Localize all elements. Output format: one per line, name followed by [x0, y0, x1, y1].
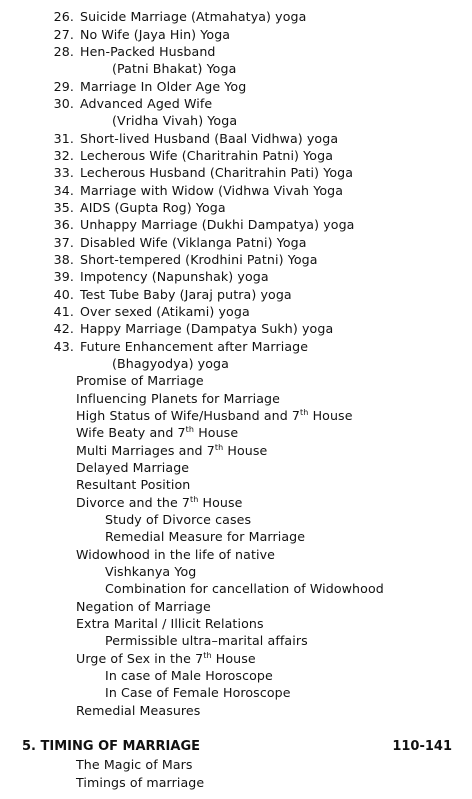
- list-item-continuation: (Vridha Vivah) Yoga: [112, 113, 238, 128]
- topic-line: High Status of Wife/Husband and 7th House: [76, 408, 353, 423]
- list-item: 39. Impotency (Napunshak) yoga: [53, 269, 269, 284]
- topic-line: Divorce and the 7th House: [76, 495, 243, 510]
- topic-line: Timings of marriage: [76, 775, 205, 790]
- subtopic-line: In case of Male Horoscope: [105, 668, 273, 683]
- topic-line: The Magic of Mars: [76, 757, 193, 772]
- topic-line: Negation of Marriage: [76, 599, 211, 614]
- topic-line: Remedial Measures: [76, 703, 201, 718]
- chapter-page-range: 110-141: [392, 739, 452, 754]
- list-item: 26. Suicide Marriage (Atmahatya) yoga: [53, 9, 307, 24]
- list-item: 43. Future Enhancement after Marriage: [53, 339, 309, 354]
- topic-line: Resultant Position: [76, 477, 191, 492]
- list-item-continuation: (Bhagyodya) yoga: [112, 356, 229, 371]
- topic-line: Multi Marriages and 7th House: [76, 443, 268, 458]
- subtopic-line: In Case of Female Horoscope: [105, 685, 291, 700]
- subtopic-line: Remedial Measure for Marriage: [105, 529, 306, 544]
- list-item-continuation: (Patni Bhakat) Yoga: [112, 61, 237, 76]
- list-item: 36. Unhappy Marriage (Dukhi Dampatya) yoga: [53, 217, 355, 232]
- subtopic-line: Combination for cancellation of Widowhood: [105, 581, 384, 596]
- list-item: 41. Over sexed (Atikami) yoga: [53, 304, 250, 319]
- list-item: 40. Test Tube Baby (Jaraj putra) yoga: [53, 287, 292, 302]
- topic-line: Delayed Marriage: [76, 460, 190, 475]
- topic-line: Widowhood in the life of native: [76, 547, 275, 562]
- list-item: 28. Hen-Packed Husband: [53, 44, 216, 59]
- list-item: 33. Lecherous Husband (Charitrahin Pati) Yoga: [53, 165, 354, 180]
- topic-line: Urge of Sex in the 7th House: [76, 651, 256, 666]
- topic-line: Wife Beaty and 7th House: [76, 425, 239, 440]
- list-item: 29. Marriage In Older Age Yog: [53, 79, 247, 94]
- list-item: 38. Short-tempered (Krodhini Patni) Yoga: [53, 252, 318, 267]
- list-item: 31. Short-lived Husband (Baal Vidhwa) yoga: [53, 131, 339, 146]
- subtopic-line: Permissible ultra–marital affairs: [105, 633, 308, 648]
- topic-line: Influencing Planets for Marriage: [76, 391, 280, 406]
- subtopic-line: Study of Divorce cases: [105, 512, 252, 527]
- list-item: 32. Lecherous Wife (Charitrahin Patni) Yoga: [53, 148, 334, 163]
- chapter-heading: 5. TIMING OF MARRIAGE: [22, 739, 200, 754]
- topic-line: Extra Marital / Illicit Relations: [76, 616, 264, 631]
- list-item: 42. Happy Marriage (Dampatya Sukh) yoga: [53, 321, 334, 336]
- list-item: 37. Disabled Wife (Viklanga Patni) Yoga: [53, 235, 307, 250]
- list-item: 30. Advanced Aged Wife: [53, 96, 213, 111]
- list-item: 35. AIDS (Gupta Rog) Yoga: [53, 200, 226, 215]
- subtopic-line: Vishkanya Yog: [105, 564, 197, 579]
- topic-line: Promise of Marriage: [76, 373, 204, 388]
- list-item: 27. No Wife (Jaya Hin) Yoga: [53, 27, 231, 42]
- list-item: 34. Marriage with Widow (Vidhwa Vivah Yoga: [53, 183, 344, 198]
